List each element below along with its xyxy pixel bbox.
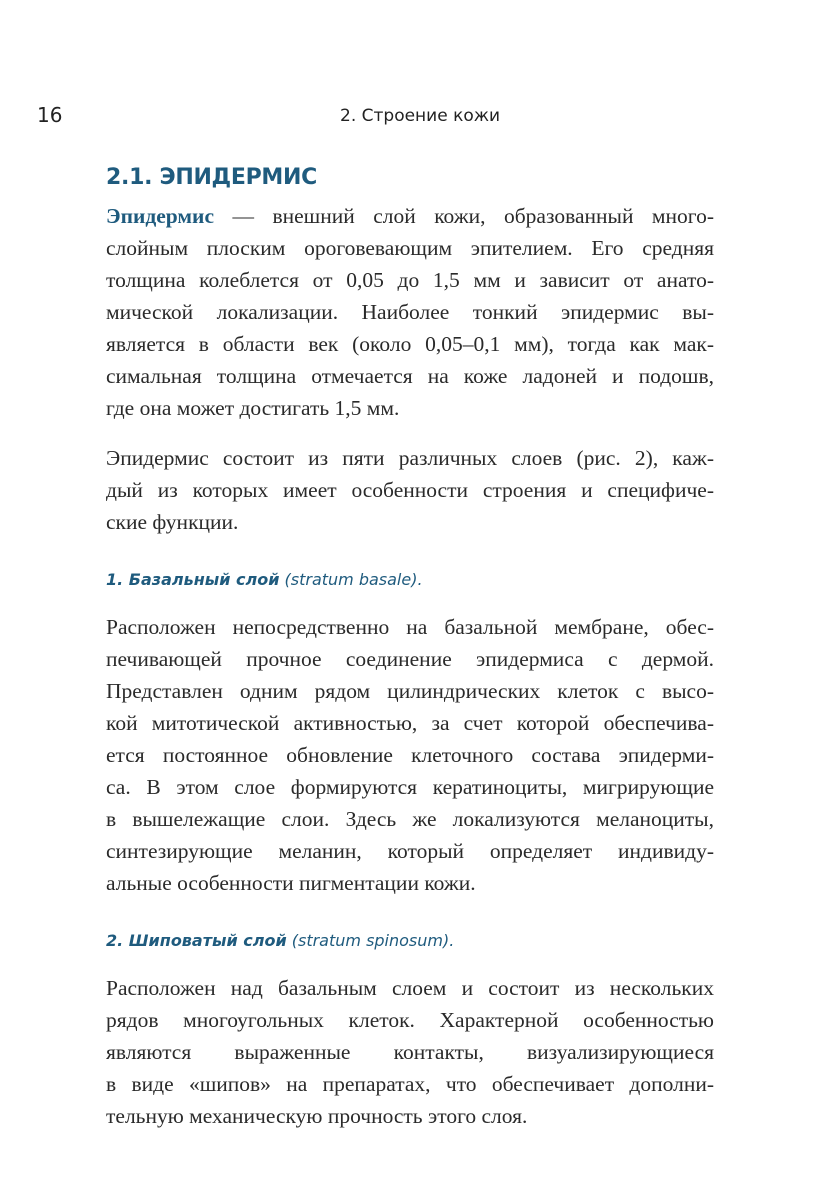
page-content [106,165,714,1132]
basal-layer-paragraph: Расположен непосредственно на базальной мембране, обес- печивающей прочное соединение эпидермиса с дермой. Представлен одним рядом цилиндрических клеток с высо- кой митотической активностью, за счет которой обеспечива- ется постоянное обновление клеточного состава эпидерми- са. В этом слое формируются кератиноциты, мигрирующие в вышележащие слои. Здесь же локализуются меланоциты, синтезирующие меланин, который определяет индивиду- альные особенности пигментации кожи. [106,615,714,895]
layers-intro-paragraph: Эпидермис состоит из пяти различных слоев (рис. 2), каж- дый из которых имеет особенности строения и специфиче- ские функции. [106,446,714,534]
subheading-spinous-layer: 2. Шиповатый слой (stratum spinosum). [106,931,455,950]
term-epidermis: Эпидермис [106,204,214,228]
spinous-layer-paragraph: Расположен над базальным слоем и состоит из нескольких рядов многоугольных клеток. Характерной особенностью являются выраженные контакты, визуализирующиеся в виде «шипов» на препаратах, что обеспечивает дополни- тельную механическую прочность этого слоя. [106,976,714,1128]
subheading-basal-layer: 1. Базальный слой (stratum basale). [106,570,423,589]
running-head: 2. Строение кожи [340,106,501,126]
intro-paragraph: Эпидермис — внешний слой кожи, образованный много- слойным плоским ороговевающим эпителием. Его средняя толщина колеблется от 0,05 до 1,5 мм и зависит от анато- мической локализации. Наиболее тонкий эпидермис вы- является в области век (около 0,05–0,1 мм), тогда как мак- симальная толщина отмечается на коже ладоней и подошв, где она может достигать 1,5 мм. [106,204,714,420]
section-title: 2.1. ЭПИДЕРМИС [106,165,317,190]
page-number: 16 [37,103,63,127]
